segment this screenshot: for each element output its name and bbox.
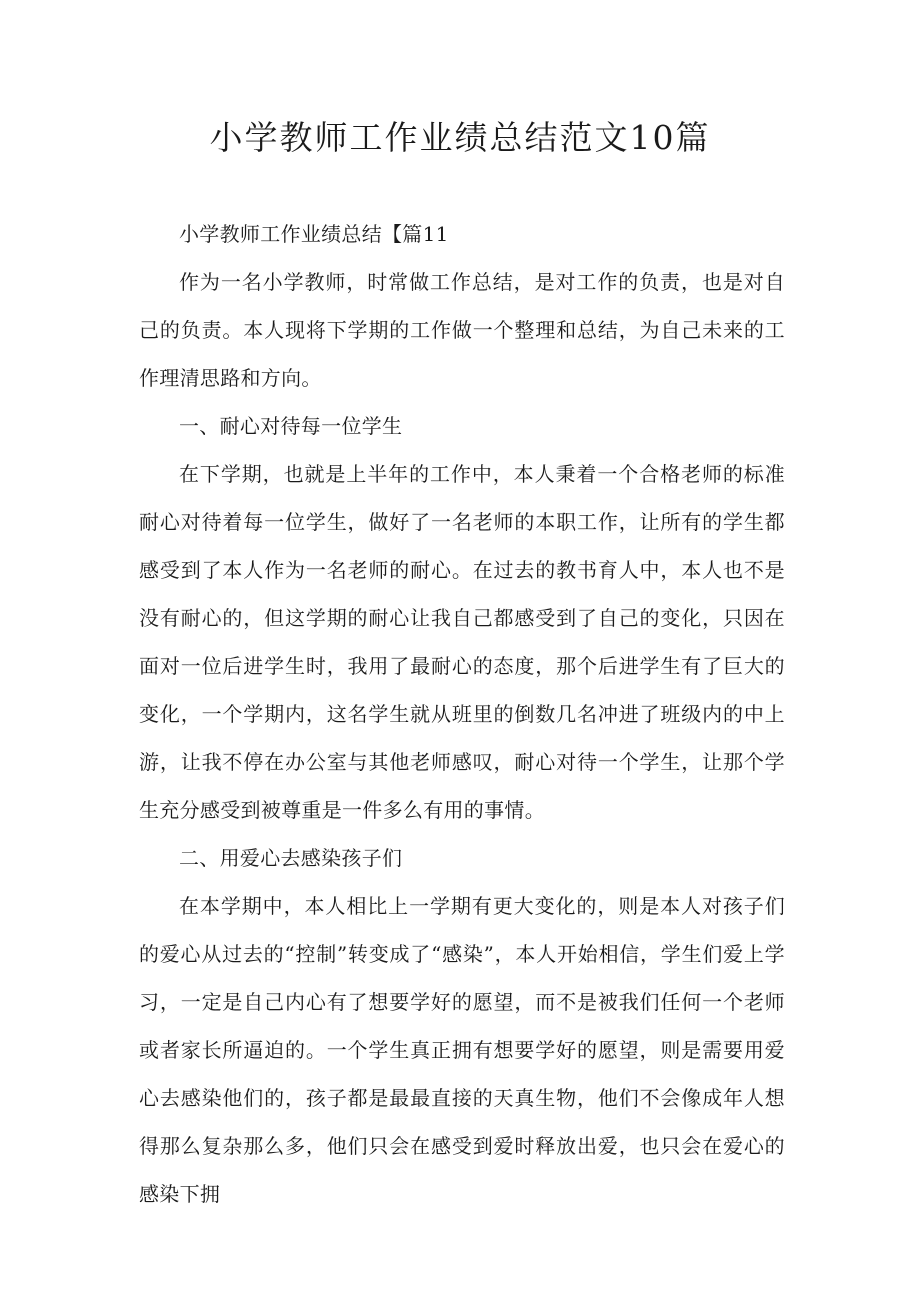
section-paragraph-1: 在下学期，也就是上半年的工作中，本人秉着一个合格老师的标准耐心对待着每一位学生，做好了一名老师的本职工作，让所有的学生都感受到了本人作为一名老师的耐心。在过去的教书育人中，本人也不是没有耐心的，但这学期的耐心让我自己都感受到了自己的变化，只因在面对一位后进学生时，我用了最耐心的态度，那个后进学生有了巨大的变化，一个学期内，这名学生就从班里的倒数几名冲进了班级内的中上游，让我不停在办公室与其他老师感叹，耐心对待一个学生，让那个学生充分感受到被尊重是一件多么有用的事情。 (139, 462, 785, 822)
section-paragraph-2: 在本学期中，本人相比上一学期有更大变化的，则是本人对孩子们的爱心从过去的“控制”转变成了“感染”，本人开始相信，学生们爱上学习，一定是自己内心有了想要学好的愿望，而不是被我们任何一个老师或者家长所逼迫的。一个学生真正拥有想要学好的愿望，则是需要用爱心去感染他们的，孩子都是最最直接的天真生物，他们不会像成年人想得那么复杂那么多，他们只会在感受到爱时释放出爱，也只会在爱心的感染下拥 (139, 894, 785, 1206)
section-heading-1: 一、耐心对待每一位学生 (179, 414, 403, 438)
document-title: 小学教师工作业绩总结范文10篇 (209, 118, 711, 157)
intro-paragraph: 作为一名小学教师，时常做工作总结，是对工作的负责，也是对自己的负责。本人现将下学期的工作做一个整理和总结，为自己未来的工作理清思路和方向。 (139, 270, 785, 390)
section-heading-2: 二、用爱心去感染孩子们 (179, 846, 403, 870)
article-subtitle: 小学教师工作业绩总结【篇11 (179, 222, 449, 246)
document-body (139, 210, 785, 1218)
